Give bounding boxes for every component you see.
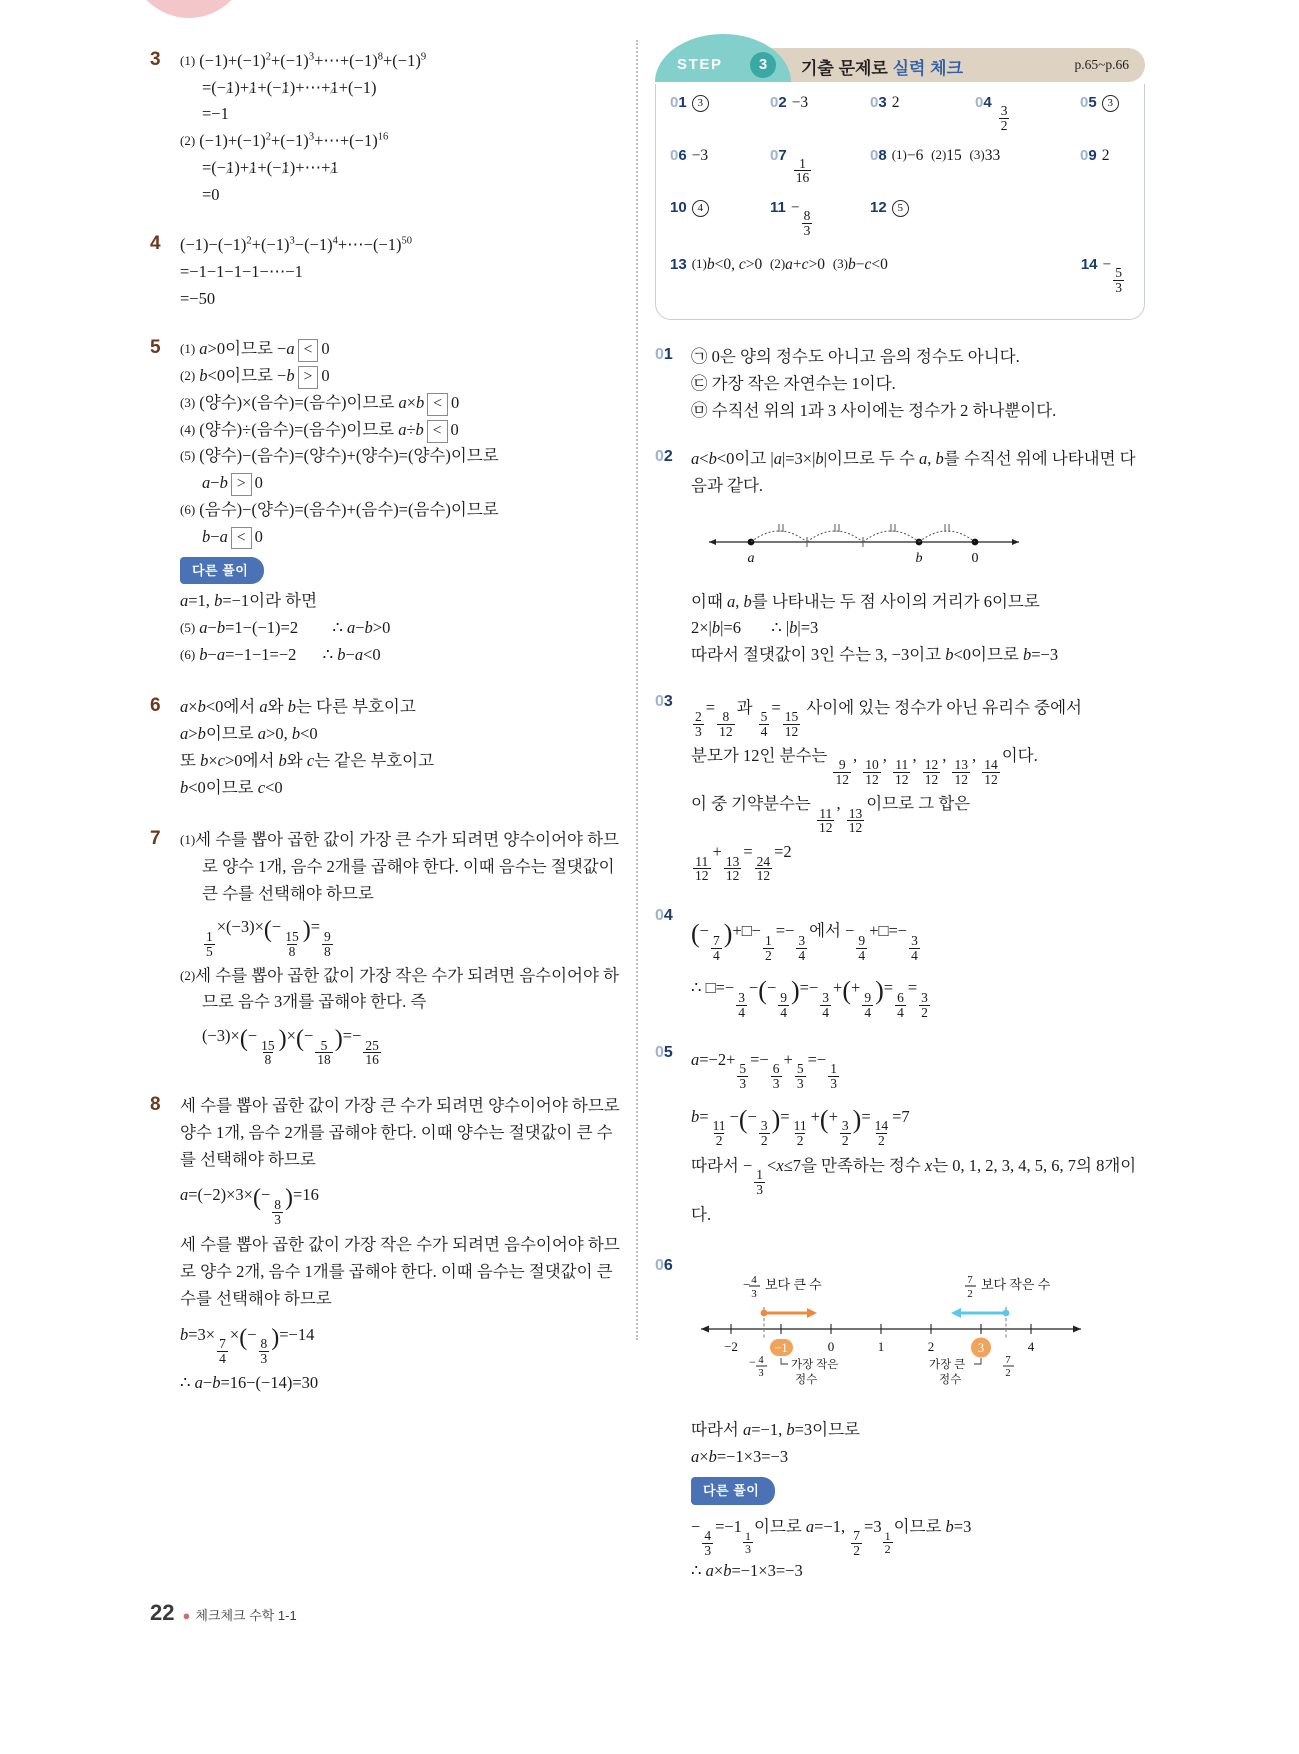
problem-02 [655,446,1145,668]
number-line-svg [701,508,1031,570]
p3-line-2: =(−1)+1+(−1)+⋯+1+(−1) [180,75,620,102]
answer-number: 10 [670,199,687,217]
p7-item-1-eq: $\frac{1}{5}$ ×(−3)×(− $\frac{15}{8}$ )= $\frac{9}{8}$ [206,917,331,959]
p03-line-3: 이 중 기약분수는 $\frac{11}{12}$ , $\frac{13}{12}$ 이므로 그 합은 [691,794,971,836]
answer-item [670,94,770,112]
answer-number: 05 [1080,94,1097,111]
p7-item-1-text: (1)세 수를 뽑아 곱한 값이 가장 큰 수가 되려면 양수이어야 하므로 양수 1개, 음수 2개를 곱해야 한다. 이때 음수는 절댓값이 큰 수를 선택해야 하므로 [180,830,619,903]
p02-line-3: 2×|b|=6 ∴ |b|=3 [691,618,819,638]
answer-row [670,94,1130,133]
svg-text:−: − [743,1277,751,1293]
number-line-svg [691,1263,1091,1398]
problem-04 [655,905,1145,1019]
answer-row [670,199,1130,238]
answer-box: > [231,473,252,496]
p01-text-2: 가장 작은 자연수는 1이다. [711,374,896,394]
answer-item [1080,147,1109,165]
step-title-part1: 기출 [801,59,834,78]
svg-text:보다 큰 수: 보다 큰 수 [765,1277,822,1293]
p01-text-3: 수직선 위의 1과 3 사이에는 정수가 2 하나뿐이다. [711,400,1057,420]
p7-item-2-text: (2)세 수를 뽑아 곱한 값이 가장 작은 수가 되려면 음수이어야 하므로 음수 3개를 곱해야 한다. 즉 [180,965,619,1012]
answer-row [670,147,1130,186]
p5-item-3: (3) (양수)×(음수)=(음수)이므로 a×b < 0 [180,390,620,417]
answer-number: 12 [870,199,887,217]
book-title: 체크체크 수학 1-1 [195,1608,297,1623]
answer-value: (1)−6 (2)15 (3)33 [891,146,1001,164]
problem-4 [150,232,620,312]
p05-line-3: 따라서 − $\frac{1}{3}$ <x≤7을 만족하는 정수 x는 0, 1, 2, 3, 4, 5, 6, 7의 8개이다. [691,1155,1137,1224]
answer-value: $\frac{1}{16}$ [795,155,810,186]
p5-item-6: (6) (음수)−(양수)=(음수)+(음수)=(음수)이므로 [180,499,499,519]
p01-line-1 [691,344,1145,371]
problem-number: 02 [655,448,673,466]
p5-item-6-cont: b−a < 0 [180,524,620,551]
p6-line-2: a>b이므로 a>0, b<0 [180,724,318,744]
svg-text:4: 4 [1027,1339,1035,1355]
svg-text:0: 0 [827,1339,835,1355]
problem-number: 01 [655,346,673,364]
svg-text:1: 1 [877,1339,885,1355]
svg-text:정수: 정수 [795,1374,818,1387]
answer-value: 4 [692,199,709,217]
svg-text:0: 0 [971,550,979,566]
answer-number: 09 [1080,146,1097,164]
answer-item [870,147,1080,165]
answer-value: (1)b<0, c>0 (2)a+c>0 (3)b−c<0 [691,255,888,273]
problem-7 [150,827,620,1067]
answer-number: 07 [770,146,787,164]
svg-text:7: 7 [967,1274,973,1287]
problem-05 [655,1042,1145,1234]
problem-number: 7 [150,828,161,850]
p6-line-1: a×b<0에서 a와 b는 다른 부호이고 [180,697,416,717]
p5-item-2: (2) b<0이므로 −b > 0 [180,363,620,390]
alt-solution-tag: 다른 풀이 [691,1477,775,1504]
step-title [801,54,963,79]
p6-line-3: 또 b×c>0에서 b와 c는 같은 부호이고 [180,750,435,770]
problem-number: 03 [655,692,673,710]
answer-item [770,147,870,186]
left-column [150,48,620,1416]
p02-number-line-diagram [701,508,1145,579]
step-word: STEP [677,56,723,73]
svg-text:2: 2 [967,1288,973,1301]
answer-value: $\frac{3}{2}$ [1000,103,1008,133]
p8-text-2: 세 수를 뽑아 곱한 값이 가장 작은 수가 되려면 음수이어야 하므로 양수 2개, 음수 1개를 곱해야 한다. 이때 음수는 절댓값이 큰 수를 선택해야 하므로 [180,1235,620,1308]
p06-number-line-diagram [691,1263,1145,1407]
p4-line-3: =−50 [180,288,216,308]
problem-number: 06 [655,1257,673,1275]
p01-mark-2: ㉢ [691,374,708,394]
step-title-blue: 실력 체크 [892,59,963,78]
answer-box: < [231,527,252,550]
p5-item-5: (5) (양수)−(음수)=(양수)+(양수)=(양수)이므로 [180,446,499,466]
column-divider [636,40,638,1340]
problem-03 [655,691,1145,883]
answer-value: −3 [691,146,709,164]
p06-line-1: 따라서 a=−1, b=3이므로 [691,1420,860,1440]
p02-line-2: 이때 a, b를 나타내는 두 점 사이의 거리가 6이므로 [691,591,1040,611]
p8-text-1: 세 수를 뽑아 곱한 값이 가장 큰 수가 되려면 양수이어야 하므로 양수 1개, 음수 2개를 곱해야 한다. 이때 양수는 절댓값이 큰 수를 선택해야 하므로 [180,1096,620,1169]
answer-value: 2 [1101,146,1110,164]
answer-value: 3 [1102,94,1119,112]
p4-line-2: =−1−1−1−1−⋯−1 [180,262,303,282]
svg-text:4: 4 [751,1274,757,1287]
svg-text:가장 작은: 가장 작은 [791,1359,839,1372]
problem-06 [655,1255,1145,1584]
svg-text:2: 2 [1005,1368,1011,1380]
answer-item [770,94,870,112]
p02-line-4: 따라서 절댓값이 3인 수는 3, −3이고 b<0이므로 b=−3 [691,645,1059,665]
svg-text:−: − [749,1355,756,1370]
p01-line-3 [691,398,1145,425]
answer-number: 13 [670,255,687,273]
p05-line-1: a=−2+ $\frac{5}{3}$ =− $\frac{6}{3}$ + $\frac{5}{3}$ =− $\frac{1}{3}$ [691,1049,837,1091]
problem-number: 5 [150,337,161,359]
answer-box: < [427,420,448,443]
p3-line-4: (2) $(-1)+(-1)^2+(-1)^3+\cdots+(-1)^{16}$ [180,131,389,151]
p01-line-2 [691,371,1145,398]
p8-eq-3: ∴ a−b=16−(−14)=30 [180,1372,319,1392]
p7-item-2-eq: (−3)×(− $\frac{15}{8}$ )×(− $\frac{5}{18}$ )=− $\frac{25}{16}$ [202,1026,379,1068]
answer-item [1080,94,1119,112]
answer-value: 3 [692,94,709,112]
step-number-badge: 3 [750,52,776,78]
p3-line-3: =−1 [202,104,229,124]
svg-text:3: 3 [751,1288,757,1301]
problem-number: 6 [150,695,161,717]
p04-line-1: (− $\frac{7}{4}$ )+□− $\frac{1}{2}$ =− $\frac{3}{4}$ 에서 − $\frac{9}{4}$ +□=− $\frac{3}{4}$ [691,919,918,963]
svg-text:7: 7 [1005,1355,1011,1367]
p5-alt-line-1: a=1, b=−1이라 하면 [180,591,318,611]
answer-list [655,84,1145,320]
p01-mark-1: ㉠ [691,347,708,367]
answer-item [670,199,770,217]
answer-value: − $\frac{5}{3}$ [1102,255,1122,295]
svg-text:3: 3 [758,1368,764,1380]
alt-solution-tag: 다른 풀이 [180,557,264,584]
right-column [655,48,1145,1604]
p01-mark-3: ㉤ [691,400,708,420]
p8-eq-2: b=3× $\frac{7}{4}$ ×(− $\frac{8}{3}$ )=−14 [180,1324,315,1366]
p01-text-1: 0은 양의 정수도 아니고 음의 정수도 아니다. [711,347,1020,367]
problem-3 [150,48,620,208]
answer-item [670,256,888,274]
p3-line-1: (1) $(-1)+(-1)^2+(-1)^3+\cdots+(-1)^8+(-1)^9$ [180,51,427,70]
p5-item-5-cont: a−b > 0 [180,470,620,497]
svg-text:b: b [915,550,923,566]
p5-item-4: (4) (양수)÷(음수)=(음수)이므로 a÷b < 0 [180,417,620,444]
svg-text:3: 3 [977,1341,985,1356]
answer-item [670,147,770,165]
svg-text:2: 2 [927,1339,935,1355]
answer-number: 11 [770,199,786,217]
p03-line-1: $\frac{2}{3}$ = $\frac{8}{12}$ 과 $\frac{5}{4}$ = $\frac{15}{12}$ 사이에 있는 정수가 아닌 유리수 중에서 [695,697,1082,740]
svg-text:a: a [747,550,755,566]
p3-line-5: =(−1)+1+(−1)+⋯+1 [180,155,620,182]
step-header [655,48,1145,82]
p05-line-2: b= $\frac{11}{2}$ −(− $\frac{3}{2}$ )= $\frac{11}{2}$ +(+ $\frac{3}{2}$ )= $\frac{14}{2}$ =7 [691,1104,910,1149]
page-footer [150,1600,297,1626]
p06-line-2: a×b=−1×3=−3 [691,1446,789,1466]
decorative-blob [130,0,248,18]
problem-number: 8 [150,1094,161,1116]
answer-item [770,199,870,238]
answer-value: 2 [891,94,900,111]
problem-6 [150,694,620,801]
answer-number: 08 [870,146,887,164]
svg-text:보다 작은 수: 보다 작은 수 [981,1277,1051,1293]
answer-number: 04 [975,94,992,111]
p3-line-6: =0 [202,184,220,204]
p03-line-4: $\frac{11}{12}$ + $\frac{13}{12}$ = $\frac{24}{12}$ =2 [695,842,792,884]
p03-line-2: 분모가 12인 분수는 $\frac{9}{12}$ , $\frac{10}{12}$ , $\frac{11}{12}$ , $\frac{12}{12}$ , $\frac{13}{12}$ , $\frac{14}{12}$ 이다. [691,745,1038,788]
answer-item [1081,256,1130,295]
answer-value: 5 [892,199,909,217]
step-title-part2: 문제로 [833,59,893,78]
answer-number: 01 [670,94,687,111]
svg-text:−2: −2 [724,1339,738,1355]
answer-row [670,256,1130,295]
svg-text:가장 큰: 가장 큰 [929,1359,966,1372]
answer-number: 03 [870,94,887,111]
p02-line-1: a<b<0이고 |a|=3×|b|이므로 두 수 a, b를 수직선 위에 나타내면 다음과 같다. [691,449,1136,496]
svg-text:−1: −1 [774,1341,788,1356]
page-number: 22 [150,1600,175,1625]
answer-box: < [298,339,319,362]
step-page-range: p.65~p.66 [1074,57,1129,72]
p06-alt-line-2: ∴ a×b=−1×3=−3 [691,1560,803,1580]
answer-item [870,199,909,217]
problem-number: 04 [655,907,673,925]
problem-5 [150,336,620,668]
problem-8 [150,1093,620,1396]
p5-alt-line-2: (5) a−b=1−(−1)=2 ∴ a−b>0 [180,617,391,637]
answer-value: − $\frac{8}{3}$ [790,199,811,238]
problem-number: 3 [150,49,161,70]
p06-alt-line-1: − $\frac{4}{3}$ =−1 $\frac{1}{3}$ 이므로 a=−1, $\frac{7}{2}$ =3 $\frac{1}{2}$ 이므로 b=3 [691,1516,972,1558]
problem-01 [655,344,1145,424]
answer-number: 02 [770,94,787,111]
footer-dot: ● [182,1608,191,1623]
p6-line-4: b<0이므로 c<0 [180,777,283,797]
problem-number: 05 [655,1043,673,1061]
answer-box: < [427,393,448,416]
answer-box: > [298,366,319,389]
answer-item [975,94,1080,133]
problem-number: 4 [150,233,161,255]
svg-text:정수: 정수 [939,1374,962,1387]
answer-number: 06 [670,146,687,164]
svg-text:4: 4 [758,1355,764,1367]
p5-item-1: (1) a>0이므로 −a < 0 [180,336,620,363]
answer-number: 14 [1080,255,1098,273]
answer-item [870,94,975,112]
answer-value: −3 [791,94,809,111]
p4-line-1: $(-1)-(-1)^2+(-1)^3-(-1)^4+\cdots-(-1)^{50}$ [180,235,413,255]
p8-eq-1: a=(−2)×3×(− $\frac{8}{3}$ )=16 [180,1185,319,1227]
p5-alt-line-3: (6) b−a=−1−1=−2 ∴ b−a<0 [180,644,381,664]
p04-line-2: ∴ □=− $\frac{3}{4}$ −(− $\frac{9}{4}$ )=− $\frac{3}{4}$ +(+ $\frac{9}{4}$ )= $\frac{6}{4}$ = $\frac{3}{2}$ [691,976,928,1020]
